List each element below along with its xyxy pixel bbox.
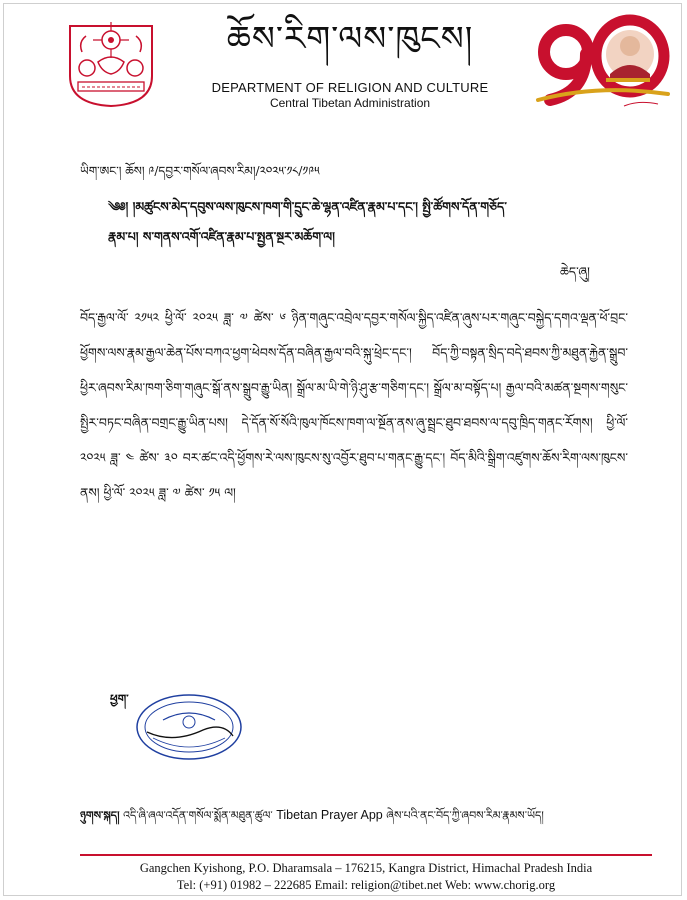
tibetan-title: ཆོས་རིག་ལས་ཁུངས།	[226, 19, 474, 59]
salutation: ཆེད་ཞུ།	[560, 264, 590, 279]
footer-address: Gangchen Kyishong, P.O. Dharamsala – 176215, Kangra District, Himachal Pradesh India	[139, 861, 593, 875]
footer-divider	[80, 854, 652, 856]
footer-contact: Tel: (+91) 01982 – 222685 Email: religion@tibet.net Web: www.chorig.org	[176, 878, 556, 892]
ninety-anniversary-logo-icon	[528, 14, 678, 110]
note-text-before: འདི་ཞི་ཞལ་འདོན་གསོལ་སྨོན་མཐུན་ཚུལ་	[123, 809, 273, 822]
department-title: DEPARTMENT OF RELIGION AND CULTURE	[211, 80, 489, 95]
note-label: ཉུགས་སྐད།	[80, 809, 120, 822]
addressee-line-2: རྣམ་པ། ས་གནས་འགོ་འཛིན་རྣམ་པ་སྤྱན་སྔར་མཆོག་ལ།	[108, 229, 335, 244]
letter-body: བོད་རྒྱལ་ལོ་ ༢༡༥༢ ཕྱི་ལོ་ ༢༠༢༥ ཟླ་ ༧ ཚེས་ ༦ ཉིན་གཞུང་འབྲེལ་དབྱར་གསོལ་སྐྱིད་འཛིན་ཞུས་པར་གཞུང་བསྐྱེད་དགའ་ལྡན་ཕོ་བྲང་ཕྱོགས་ལས་རྣམ་རྒྱལ་ཆེན་པོས་བཀའ་ཕྱག་ཕེབས་དོན་བཞིན་རྒྱལ་བའི་སྐུ་ཕྲེང་དང་། བོད་ཀྱི་བསྟན་སྲིད་བདེ་ཐབས་ཀྱི་མཐུན་རྐྱེན་སྒྲུབ་ཕྱིར་ཞབས་རིམ་ཁག་ཅིག་གཞུང་སྒོ་ནས་སྒྲུབ་རྒྱུ་ཡིན། སྒྲོལ་མ་ཡི་གེ་ཉི་ཤུ་རྩ་གཅིག་དང་། སྒྲོལ་མ་བསྟོད་པ། རྒྱལ་བའི་མཚན་སྔགས་གསུང་སྤྱིར་བཏང་བཞིན་བགྲང་རྒྱུ་ཡིན་པས། དེ་དོན་སོ་སོའི་ཁུལ་ཁོངས་ཁག་ལ་སྔོན་ནས་ཞུ་སྦྲང་ཐུབ་ཐབས་ལ་དབུ་ཁྲིད་གནང་རོགས། ཕྱི་ལོ་ ༢༠༢༥ ཟླ་ ༤ ཚེས་ ༣༠ བར་ཚང་འདི་ཕྱོགས་རེ་ལས་ཁུངས་སུ་འབྱོར་ཐུབ་པ་གནང་རྒྱུ་དང་། བོད་མིའི་སྒྲིག་འཛུགས་ཆོས་རིག་ལས་ཁུངས་ནས། ཕྱི་ལོ་ ༢༠༢༥ ཟླ་ ༧ ཚེས་ ༡༥ ལ།	[80, 310, 628, 500]
official-seal-icon	[133, 692, 245, 762]
signature-label: ཕྱག་	[110, 692, 129, 706]
reference-number: ཡིག་ཨང་། ཆོས། ༩/དབྱར་གསོལ་ཞབས་རིམ།/༢༠༢༥་༡༨/༡༩༥	[80, 164, 320, 178]
addressee-line-1: ༄༅། །མཚུངས་མེད་དབུས་ལས་ཁུངས་ཁག་གི་དྲུང་ཆེ་ལྷན་འཛིན་རྣམ་པ་དང་། སྤྱི་ཚོགས་དོན་གཅོད་	[108, 199, 507, 214]
note-line	[80, 806, 640, 825]
letterhead	[200, 8, 500, 110]
department-subtitle: Central Tibetan Administration	[269, 96, 431, 110]
addressee	[108, 192, 618, 252]
note-text-after: ཞེས་པའི་ནང་བོད་ཀྱི་ཞབས་རིམ་རྣམས་ཡོད།	[386, 809, 544, 822]
department-emblem-icon	[60, 12, 162, 110]
app-name: Tibetan Prayer App	[276, 808, 383, 822]
